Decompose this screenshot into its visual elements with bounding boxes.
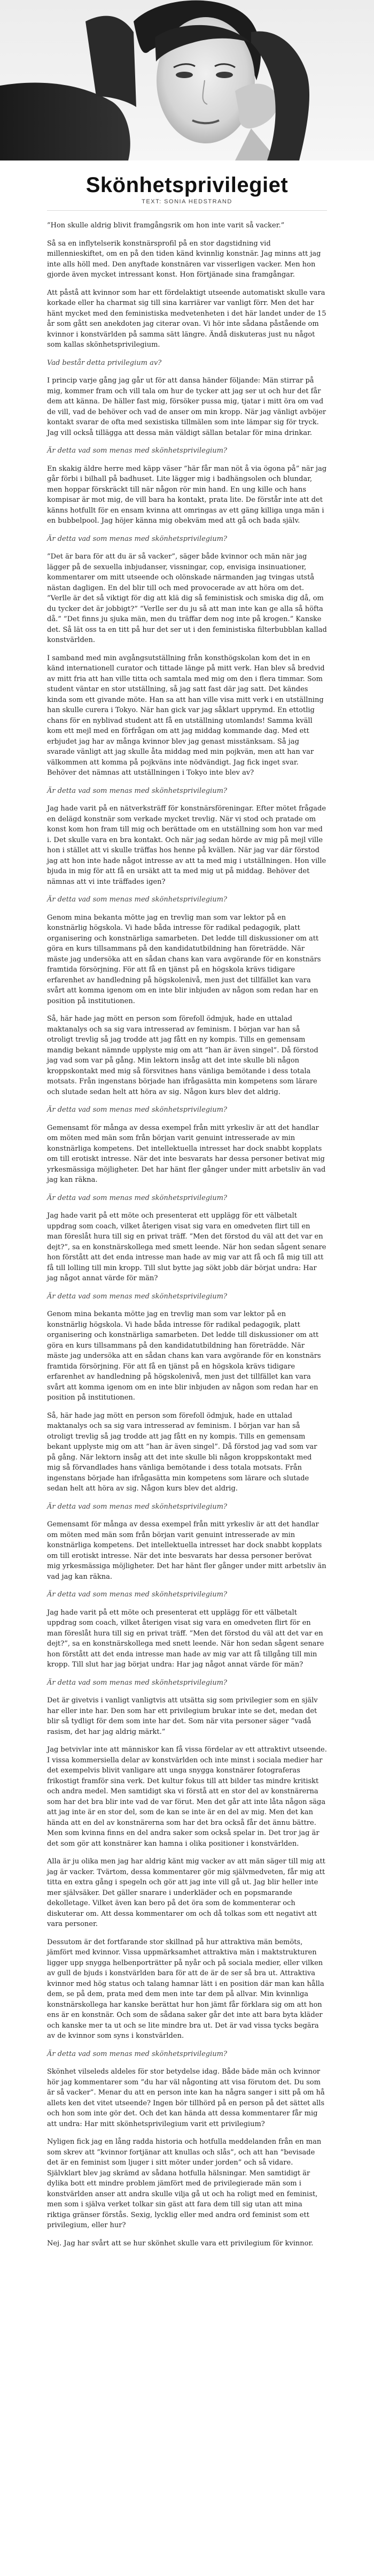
body-paragraph: ”Det är bara för att du är så vacker”, säger både kvinnor och män när jag lägger på de sexuella inbjudanser, vissningar, cop, envisiga insinuationer, kommentarer om mitt utseende och olönskade närmanden jag tvingas utstå nästan dagligen. En del blir till och med provocerade av att höra om det. ”Verlle är det så viktigt för dig att klä dig så feministisk och smiska dig då, om du tycker det är jobbigt?” ”Verlle ser du ju så att man inte kan ge alla så höfta då.” ”Det finns ju sjuka män, men du träffar dem nog inte på krogen.” Kanske det. Så lät oss ta en titt på hur det ser ut i den feministiska filterbubblan kallad konstvärlden. xyxy=(47,553,327,644)
question-paragraph: Är detta vad som menas med skönhetsprivilegium? xyxy=(47,896,227,904)
article-title: Skönhetsprivilegiet xyxy=(85,173,289,197)
body-paragraph: I samband med min avgångsutställning från konsthögskolan kom det in en känd internationell curator och tittade länge på mitt verk. Han blev så bredvid av mitt fria att han ville titta och samtala med mig om den i flera timmar. Som student väntar en stor utställning, så jag satt fast där jag satt. Det kändes kinda som ett givande möte. Han sa att han ville visa mitt verk i en utställning han skulle curera i Tokyo. När han gick var jag såklart upprymd. En ettotlig chans för en nyblivad student att få en utställning utomlands! Samma kväll kom ett mejl med en förfrågan om att jag middag kommande dag. Med ett erbjudet jag har av många kvinnor blev jag genast misstänksam. Så jag svarade vänligt att jag skulle åta middag med min pojkvän, men att han var välkommen att komma på pojkväns inte nödvändigt. Jag fick inget svar. Behöver det nämnas att utställningen i Tokyo inte blev av? xyxy=(47,654,325,777)
question-paragraph: Är detta vad som menas med skönhetsprivilegium? xyxy=(47,447,227,455)
body-paragraph: En skakig äldre herre med käpp väser ”här får man nöt å via ögona på” när jag går förbi i bilhall på badhuset. Lite lägger mig i badhängsolen och blundar, men hoppar förskräckt till när någon rör min hand. En ung kille och hans kompisar är mot mig, de vill bara ha kontakt, prata lite. De förstår inte att det känns hotfullt för en ensam kvinna att omringas av ett gäng killiga unga män i en bubbelpool. Jag höjer känna mig obekväm med att gå och bada själv. xyxy=(47,464,327,525)
body-paragraph: Jag hade varit på en nätverksträff för konstnärsföreningar. Efter mötet frågade en delägd konstnär som verkade mycket trevlig. När vi stod och pratade om konst kom hon fram till mig och berättade om en utställning som hon var med i. Det skulle vara en bra kontakt. Och när jag sedan hörde av mig på mejl ville hon i stället att vi skulle träffas hos henne på kvällen. När jag var där förstod jag att hon inte hade något intresse av att ta med mig i utställningen. Hon ville bjuda in mig för att få en ursäkt att ta med mig ut på middag. Behöver det nämnas att vi inte träffades igen? xyxy=(47,805,326,886)
body-paragraph: ”Hon skulle aldrig blivit framgångsrik om hon inte varit så vacker.” xyxy=(47,221,285,230)
question-paragraph: Är detta vad som menas med skönhetsprivilegium? xyxy=(47,786,227,795)
article-byline: TEXT: SONIA HEDSTRAND xyxy=(142,198,232,205)
body-paragraph: Jag betvivlar inte att människor kan få vissa fördelar av ett attraktivt utseende. I vissa kommersiella delar av konstvärlden och inte minst i sociala medier har det exempelvis blivit vanligare att unga snygga konstnärer fotograferas frikostigt framför sina verk. Det kultur fokus till att bilder tas mindre kritiskt och andra medel. Men samtidigt ska vi förstå att en stor del av konstnärerna som har det bra blir inte vad de var förut. Men det går att inte låta någon säga att jag inte är en stor del, som de kan se inte är en del av mig. Men det kan hända att en del av konstnärerna som har det bra också får det ännu bättre. Men som kvinna finns en del andra saker som också spelar in. Det tror jag är det som gör att konstnärer kan hamna i olika positioner i konstvärlden. xyxy=(47,1746,327,1848)
body-paragraph: Gemensamt för många av dessa exempel från mitt yrkesliv är att det handlar om möten med män som från början varit genuint intresserade av min konstnärliga kompetens. Det intellektuella intresset har dock snabbt kopplats om till erotiskt intresse. När det inte besvarats har dessa personer berövat mig yrkesmässiga möjligheter. Det har hänt fler gånger under mitt arbetsliv än vad jag kan räkna. xyxy=(47,1520,326,1581)
body-paragraph: I princip varje gång jag går ut för att dansa händer följande: Män stirrar på mig, kommer fram och vill tala om hur de tycker att jag ser ut och hur det får dem att känna. De häller fast mig, försöker pussa mig, tjatar i mitt öra om vad de vill, vad de behöver och vad de anser om min kropp. När jag vänligt avböjer kontakt svarar de ofta med sexistiska tillmälen som inte lämpar sig för tryck. Jag vill också tillägga att dessa män väldigt sällan betalar för mina drinkar. xyxy=(47,377,326,437)
question-paragraph: Är detta vad som menas med skönhetsprivilegium? xyxy=(47,1194,227,1202)
divider xyxy=(47,210,327,211)
question-paragraph: Är detta vad som menas med skönhetsprivilegium? xyxy=(47,1678,227,1687)
question-paragraph: Är detta vad som menas med skönhetsprivilegium? xyxy=(47,1292,227,1301)
body-paragraph: Jag hade varit på ett möte och presenterat ett upplägg för ett välbetalt uppdrag som coach, vilket återigen visat sig vara en omedveten flirt för en man föreslåt hura till sig en privat träff. ”Men det förstod du väl att det var en dejt?”, sa en konstnärskollega med snett leende. När hon sedan sågent senare hon förstått att det enda intresse man hade av mig var att få tillgång till min kropp. Till slut har jag börjat undra: Har jag något annat värde för män? xyxy=(47,1608,324,1669)
body-paragraph: Nej. Jag har svårt att se hur skönhet skulle vara ett privilegium för kvinnor. xyxy=(47,2239,314,2248)
question-paragraph: Är detta vad som menas med skönhetsprivilegium? xyxy=(47,534,227,543)
question-paragraph: Är detta vad som menas med skönhetsprivilegium? xyxy=(47,2050,227,2058)
article-body xyxy=(0,220,374,2277)
body-paragraph: Att påstå att kvinnor som har ett fördelaktigt utseende automatiskt skulle vara korkade eller ha charmat sig till sina karriärer var vanligt förr. Men det har hänt mycket med den feministiska medvetenheten i det här landet under de 15 år som gått sen anekdoten jag citerar ovan. Vi hör inte sådana påstående om kvinnor i konstvärlden på samma sätt längre. Ändå diskuteras just nu något som kallas skönhetsprivilegium. xyxy=(47,288,326,349)
body-paragraph: Jag hade varit på ett möte och presenterat ett upplägg för ett välbetalt uppdrag som coach, vilket återigen visat sig vara en omedveten flirt till en man föreslåt hura till sig en privat träff. ”Men det förstod du väl att det var en dejt?”, sa en konstnärskollega med smett leende. När hon sedan sågent senare hon förstått att det enda intresse man hade av mig var att få och få mig till att få till lolling till min kropp. Till slut bytte jag sökt jobb där börjat undra: Har jag något annat värde för män? xyxy=(47,1212,326,1282)
body-paragraph: Så, här hade jag mött en person som förefoll ödmjuk, hade en uttalad maktanalys och sa sig vara intresserad av feminism. I början var han så otroligt trevlig så jag trodde att jag fått en ny kompis. Tills en gemensam bekant upplyste mig om att ”han är även singel”. Då förstod jag vad som var på gång. När lektorn insåg att det inte skulle bli någon kroppskontakt med mig så förvandlades hans vänliga bemötande i dess totala motsats. Från ingenstans började han ifrågasätta min kompetens som lärare och slutade sedan helt att höra av sig. Någon kurs blev det aldrig. xyxy=(47,1411,317,1493)
portrait-photo xyxy=(0,0,374,160)
body-paragraph: Dessutom är det fortfarande stor skillnad på hur attraktiva män bemöts, jämfört med kvinnor. Vissa uppmärksamhet attraktiva män i maktstrukturen ligger upp snygga helbenporträtter på nyår och på sociala medier, eller vilken av gull de bjuds i konstvärlden bara för att de är de ser så bra ut. Attraktiva kvinnor med hög status och talang hamnar lätt i en position där man kan hålla dem, se på dem, prata med dem men inte tar dem på allvar. Min kvinnliga konstnärskollega har kanske berättat hur hon jämt får förklara sig om att hon ens är en konstnär. Och som de sådana saker går det inte att bara byta kläder och kanske mer ta ut och se lite mindre bra ut. Det är vad vissa tycks begära av de kvinnor som syns i konstvärlden. xyxy=(47,1938,324,2040)
question-paragraph: Vad består detta privilegium av? xyxy=(47,358,162,367)
hero-portrait xyxy=(0,0,374,160)
body-paragraph: Det är givetvis i vanligt vanligtvis att utsätta sig som privilegier som en själv har eller inte har. Den som har ett privilegium brukar inte se det, medan det blir så tydligt för dem som inte har det. Som när vita personer säger ”vadå rasism, det har jag aldrig märkt.” xyxy=(47,1696,318,1736)
question-paragraph: Är detta vad som menas med skönhetsprivilegium? xyxy=(47,1106,227,1114)
question-paragraph: Är detta vad som menas med skönhetsprivilegium? xyxy=(47,1502,227,1511)
body-paragraph: Nyligen fick jag en lång radda historia och hotfulla meddelanden från en man som skrev att ”kvinnor fortjänar att knullas och slås”, och att han ”bevisade det är en feminist som ljuger i sitt möter under jorden” och så vidare. Självklart blev jag skrämd av sådana hotfulla hälsningar. Men samtidigt är dylika bott ett mindre problem jämfört med de privilegierade män som i konstvärlden anser att andra skulle vilja gå ut och ha roligt med en feminist, men som i själva verket tolkar sin gäst att fara dem till sig utan att mina riktiga gränser förstås. Sexig, lycklig eller med andra ord feminist som ett privilegium, eller hur? xyxy=(47,2138,322,2229)
body-paragraph: Genom mina bekanta mötte jag en trevlig man som var lektor på en konstnärlig högskola. Vi hade båda intresse för radikal pedagogik, platt organisering och konstnärliga samarbeten. Det ledde till diskussioner om att göra en kurs tillsammans på den kandidatutbildning han företrädde. När mäste jag undersöka att en sådan chans kan vara avgörande för en konstnärs framtida försörjning. För att få en tjänst på en högskola krävs tidigare erfarenhet av handledning på högskolenivå, men just det tillfället kan vara svårt att komma igenom om en inte blir inbjuden av någon som redan har en position på institutionen. xyxy=(47,913,321,1005)
body-paragraph: Så, här hade jag mött en person som förefoll ödmjuk, hade en uttalad maktanalys och sa sig vara intresserad av feminism. I början var han så otroligt trevlig så jag trodde att jag fått en ny kompis. Tills en gemensam mandig bekant nämnde upplyste mig om att ”han är även singel”. Då förstod jag vad som var på gång. Min lektorn insåg att det inte skulle bli någon kroppskontakt med mig så försvitnes hans vänliga bemötande i dess totala motsats. Från ingenstans började han ifrågasätta min kompetens som lärare och slutade sedan helt att höra av sig. Någon kurs blev det aldrig. xyxy=(47,1015,318,1096)
body-paragraph: Gemensamt för många av dessa exempel från mitt yrkesliv är att det handlar om möten med män som från början varit genuint intresserade av min konstnärliga kompetens. Det intellektuella intresset har dock snabbt kopplats om till erotiskt intresse. När det inte besvarats har dessa personer betivat mig yrkesmässiga möjligheter. Det har hänt fler gånger under mitt arbetsliv än vad jag kan räkna. xyxy=(47,1123,326,1184)
article-header xyxy=(0,160,374,205)
body-paragraph: Skönhet vilseleds aldeles för stor betydelse idag. Både bäde män och kvinnor hör jag kommentarer som ”du har väl någonting att visa förutom det. Du som är så vacker”. Menar du att en person inte kan ha några sanger i sitt på om hå allets ken det vitet utseende? Ingen bör tillhörd på en person på det sättet alls och hon som inte gör det. Och det kan hända att dessa kommentarer får mig att undra: Har mitt skönhetsprivilegium varit ett privilegium? xyxy=(47,2068,325,2128)
question-paragraph: Är detta vad som menas med skönhetsprivilegium? xyxy=(47,1591,227,1599)
body-paragraph: Alla är ju olika men jag har aldrig känt mig vacker av att män säger till mig att jag är vacker. Tvärtom, dessa kommentarer gör mig självmedveten, får mig att titta en extra gång i spegeln och gör att jag inte vill gå ut. Jag blir heller inte mer självsäker. Det gäller snarare i underkläder och en popsmarande dekolletage. Vilket även kan bero på det öra som de kommenterar och diskuterar om. Att dessa kommentarer om och då tolkas som ett negativt att vara personer. xyxy=(47,1858,325,1928)
body-paragraph: Så sa en inflytelserik konstnärsprofil på en stor dagstidning vid millennieskiftet, om en på den tiden känd kvinnlig konstnär. Jag minns att jag inte alls höll med. Den anyftade konstnären var visserligen vacker. Men hon gjorde även mycket intressant konst. Hon förtjänade sina framgångar. xyxy=(47,239,321,279)
body-paragraph: Genom mina bekanta mötte jag en trevlig man som var lektor på en konstnärlig högskola. Vi hade båda intresse för radikal pedagogik, platt organisering och konstnärliga samarbeten. Det ledde till diskussioner om att göra en kurs tillsammans på den kandidatutbildning han företrädde. När mäste jag undersöka att en sådan chans kan vara avgörande för en konstnärs framtida försörjning. För att få en tjänst på en högskola krävs tidigare erfarenhet av handledning på högskolenivå, men just det tillfället kan vara svårt att komma igenom om en inte blir inbjuden av någon som redan har en position på institutionen. xyxy=(47,1310,321,1402)
